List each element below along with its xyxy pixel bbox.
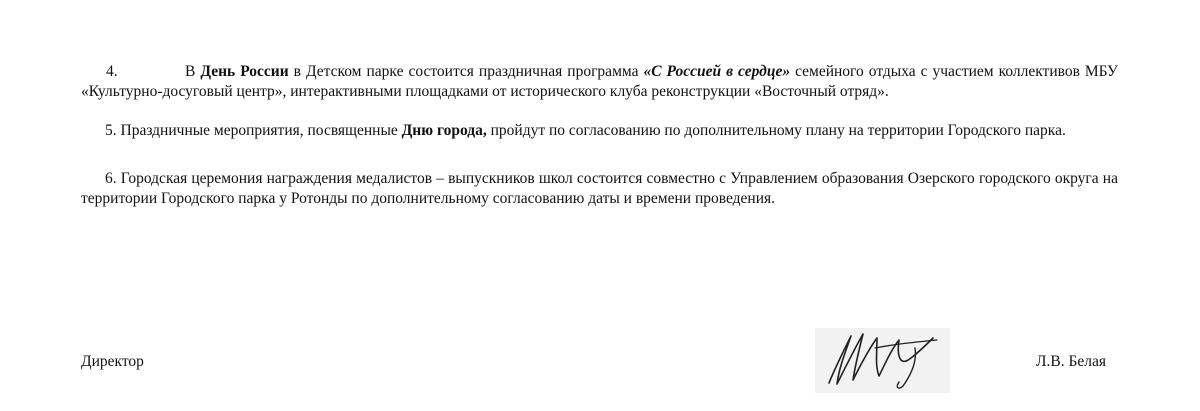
signatory-name: Л.В. Белая xyxy=(1036,353,1106,370)
signatory-position: Директор xyxy=(81,353,144,370)
signature-strokes xyxy=(815,328,950,393)
paragraph-5-bold-city-day: Дню города, xyxy=(401,122,487,139)
paragraph-5-text-1: 5. Праздничные мероприятия, посвященные xyxy=(105,122,402,139)
paragraph-4-bold-day-of-russia: День России xyxy=(200,63,289,80)
paragraph-4 xyxy=(81,62,1118,101)
paragraph-4-text-3: семейного отдыха с участием коллективов МБУ «Культурно-досуговый центр», интерактивными площадками от исторического клуба реконструкции «Восточный отряд». xyxy=(81,63,1119,100)
paragraph-5 xyxy=(81,121,1118,141)
handwritten-signature xyxy=(815,328,950,393)
paragraph-6 xyxy=(81,169,1118,208)
paragraph-4-text-2: в Детском парке состоится праздничная программа xyxy=(288,63,644,80)
paragraph-6-text: 6. Городская церемония награждения медалистов – выпускников школ состоится совместно с Управлением образования Озерского городского округа на территории Городского парка у Ротонды по дополнительному согласованию даты и времени проведения. xyxy=(81,170,1118,207)
paragraph-4-text-1: В xyxy=(185,63,201,80)
paragraph-4-program-title: «С Россией в сердце» xyxy=(643,63,791,80)
paragraph-4-number: 4. xyxy=(106,63,118,80)
paragraph-5-text-2: пройдут по согласованию по дополнительному плану на территории Городского парка. xyxy=(486,122,1066,139)
